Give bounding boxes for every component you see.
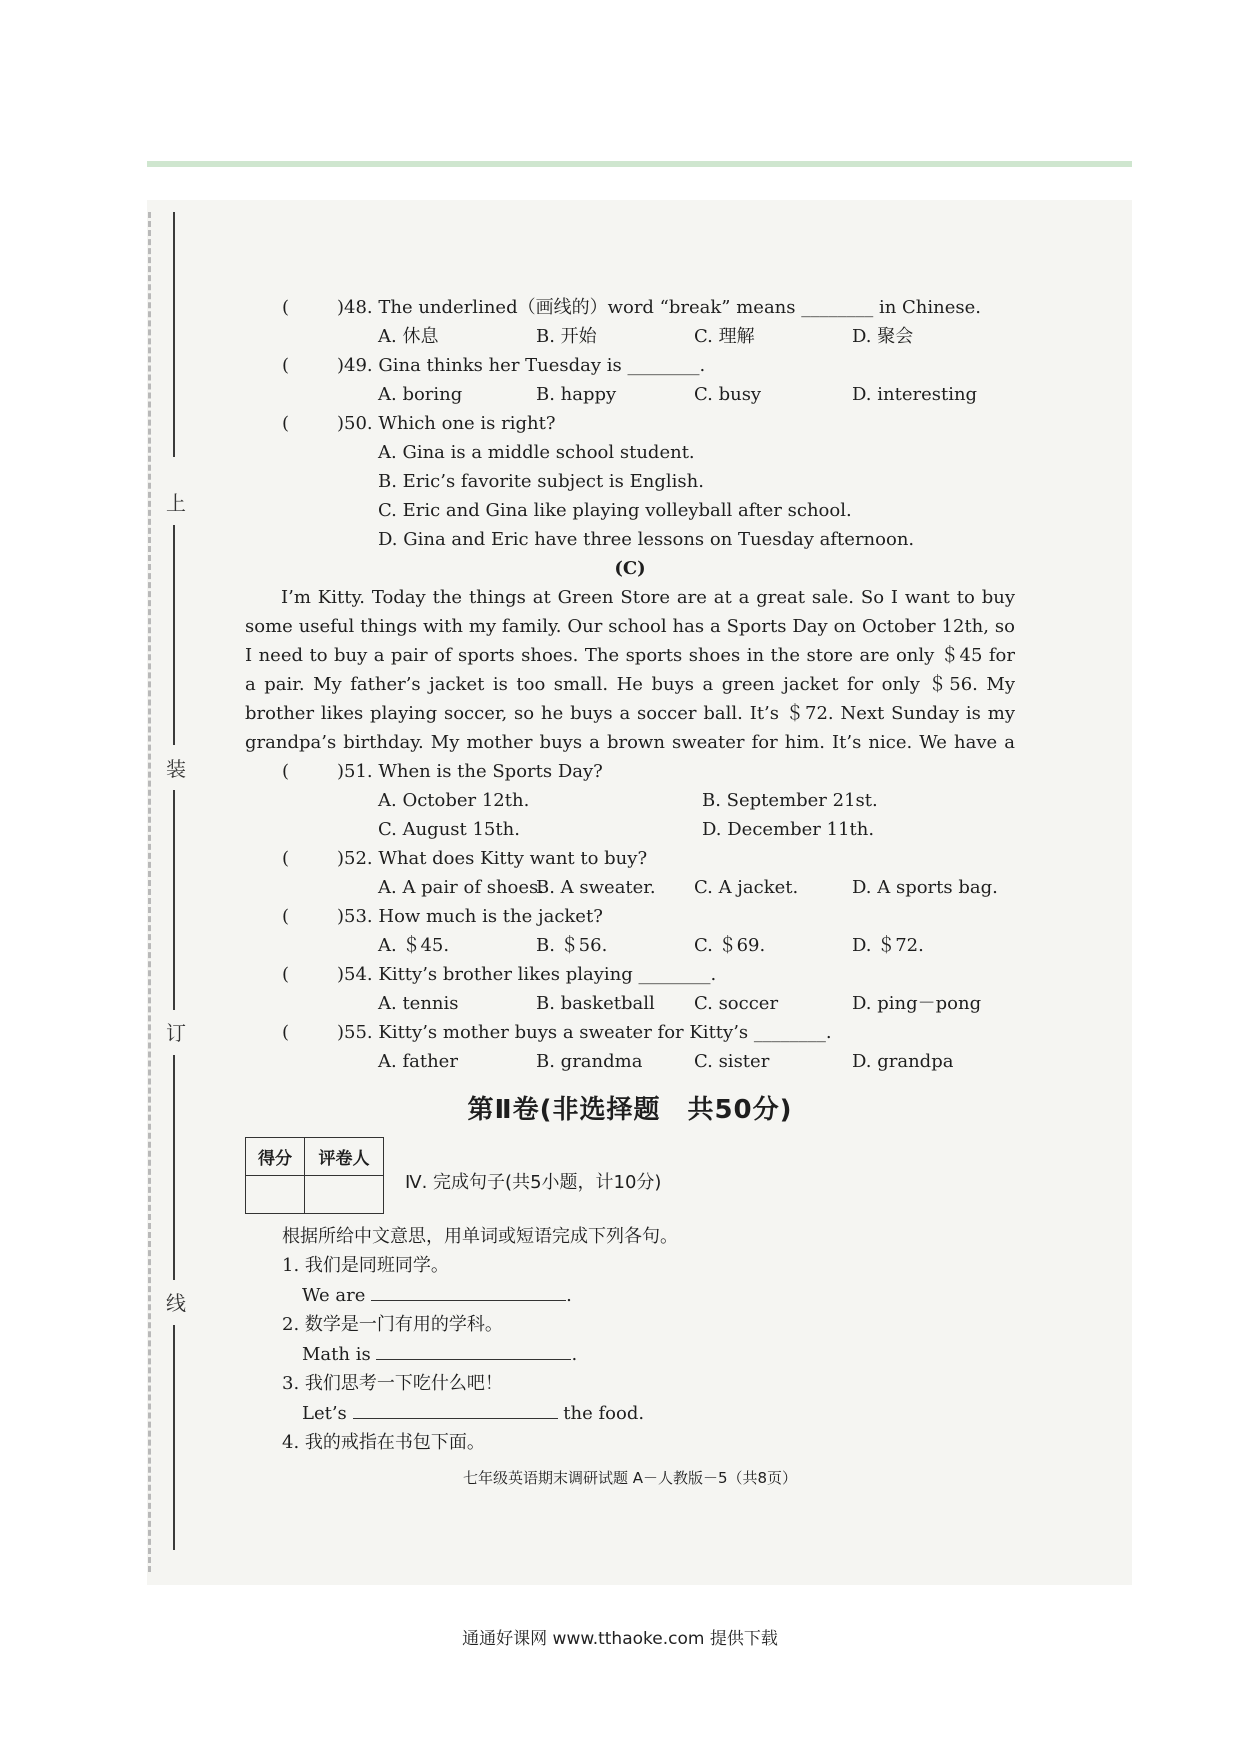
option-a: A. 休息 bbox=[378, 326, 439, 347]
options-52 bbox=[245, 873, 1015, 902]
option-d: D. ping－pong bbox=[852, 993, 982, 1014]
option-c: C. A jacket. bbox=[694, 877, 799, 898]
answer-blank[interactable] bbox=[353, 1398, 558, 1419]
page-footer: 七年级英语期末调研试题 A－人教版－5（共8页） bbox=[462, 1469, 798, 1487]
item-2-cn: 2. 数学是一门有用的学科。 bbox=[282, 1314, 503, 1335]
question-text: )54. Kitty’s brother likes playing ________. bbox=[337, 964, 717, 985]
item-1-cn: 1. 我们是同班同学。 bbox=[282, 1255, 449, 1276]
question-text: )48. The underlined（画线的）word “break” means ________ in Chinese. bbox=[337, 297, 982, 318]
exam-content bbox=[245, 293, 1015, 1076]
answer-bracket[interactable]: ( bbox=[282, 761, 290, 782]
prefix: We are bbox=[302, 1285, 366, 1306]
question-50 bbox=[245, 409, 1015, 438]
option-c: C. August 15th. bbox=[378, 819, 520, 840]
section-title: 第Ⅱ卷(非选择题 共50分) bbox=[467, 1095, 793, 1125]
options-49 bbox=[245, 380, 1015, 409]
option-c: C. busy bbox=[694, 384, 762, 405]
option-a: A. October 12th. bbox=[378, 790, 530, 811]
suffix: . bbox=[566, 1285, 572, 1306]
question-48 bbox=[245, 293, 1015, 322]
option-b: B. happy bbox=[536, 384, 617, 405]
question-49 bbox=[245, 351, 1015, 380]
question-text: )50. Which one is right? bbox=[337, 413, 556, 434]
option-d: D. interesting bbox=[852, 384, 978, 405]
option-b: B. grandma bbox=[536, 1051, 643, 1072]
answer-bracket[interactable]: ( bbox=[282, 413, 290, 434]
options-54 bbox=[245, 989, 1015, 1018]
options-55 bbox=[245, 1047, 1015, 1076]
score-header: 得分 bbox=[246, 1138, 305, 1176]
prefix: Math is bbox=[302, 1344, 371, 1365]
question-51 bbox=[245, 757, 1015, 786]
question-text: )51. When is the Sports Day? bbox=[337, 761, 603, 782]
options-48 bbox=[245, 322, 1015, 351]
question-text: )53. How much is the jacket? bbox=[337, 906, 603, 927]
answer-bracket[interactable]: ( bbox=[282, 848, 290, 869]
grader-cell[interactable] bbox=[305, 1176, 384, 1214]
item-4-cn: 4. 我的戒指在书包下面。 bbox=[282, 1432, 485, 1453]
option-c: C. soccer bbox=[694, 993, 779, 1014]
option-b: B. September 21st. bbox=[702, 790, 878, 811]
option-b: B. Eric’s favorite subject is English. bbox=[378, 471, 704, 492]
gutter-line bbox=[173, 1055, 175, 1280]
score-table bbox=[245, 1137, 384, 1214]
option-d: D. 聚会 bbox=[852, 326, 914, 347]
option-a: A. Gina is a middle school student. bbox=[378, 442, 695, 463]
item-3-cn: 3. 我们思考一下吃什么吧！ bbox=[282, 1373, 503, 1394]
option-c: C. ＄69. bbox=[694, 935, 766, 956]
option-d: D. ＄72. bbox=[852, 935, 924, 956]
suffix: . bbox=[571, 1344, 578, 1365]
option-c: C. Eric and Gina like playing volleyball after school. bbox=[378, 500, 852, 521]
gutter-line bbox=[173, 790, 175, 1010]
option-d: D. grandpa bbox=[852, 1051, 954, 1072]
options-53 bbox=[245, 931, 1015, 960]
gutter-line bbox=[173, 1325, 175, 1550]
option-c: C. sister bbox=[694, 1051, 770, 1072]
question-text: )52. What does Kitty want to buy? bbox=[337, 848, 648, 869]
answer-blank[interactable] bbox=[376, 1339, 571, 1360]
gutter-char-zhuang: 装 bbox=[166, 757, 186, 781]
question-55 bbox=[245, 1018, 1015, 1047]
score-cell[interactable] bbox=[246, 1176, 305, 1214]
option-a: A. ＄45. bbox=[378, 935, 450, 956]
question-text: )49. Gina thinks her Tuesday is ________. bbox=[337, 355, 706, 376]
gutter-line bbox=[173, 525, 175, 745]
option-d: D. A sports bag. bbox=[852, 877, 998, 898]
gutter-line bbox=[173, 212, 175, 457]
gutter-char-ding: 订 bbox=[166, 1021, 186, 1045]
answer-bracket[interactable]: ( bbox=[282, 1022, 290, 1043]
top-rule bbox=[147, 161, 1132, 167]
question-53 bbox=[245, 902, 1015, 931]
part4-title: Ⅳ. 完成句子(共5小题，计10分) bbox=[405, 1172, 662, 1193]
prefix: Let’s bbox=[302, 1403, 347, 1424]
option-a: A. tennis bbox=[378, 993, 459, 1014]
option-a: A. boring bbox=[378, 384, 463, 405]
option-c: C. 理解 bbox=[694, 326, 755, 347]
option-d: D. December 11th. bbox=[702, 819, 875, 840]
answer-bracket[interactable]: ( bbox=[282, 297, 290, 318]
question-52 bbox=[245, 844, 1015, 873]
item-3-en bbox=[282, 1398, 982, 1428]
item-1-en bbox=[282, 1280, 982, 1310]
option-b: B. A sweater. bbox=[536, 877, 656, 898]
option-b: B. 开始 bbox=[536, 326, 597, 347]
passage-c-text: I’m Kitty. Today the things at Green Store are at a great sale. So I want to buy some useful things with my family. Our school has a Sports Day on October 12th, so I need to buy a pair of sports shoes. The sports shoes in the store are only ＄45 for a pair. My father’s jacket is too small. He buys a green jacket for only ＄56. My brother likes playing soccer, so he buys a soccer ball. It’s ＄72. Next Sunday is my grandpa’s birthday. My mother buys a brown sweater for him. It’s nice. We have a bbox=[245, 587, 1015, 753]
option-b: B. ＄56. bbox=[536, 935, 608, 956]
option-a: A. father bbox=[378, 1051, 458, 1072]
instruction: 根据所给中文意思，用单词或短语完成下列各句。 bbox=[282, 1226, 678, 1247]
grader-header: 评卷人 bbox=[305, 1138, 384, 1176]
question-text: )55. Kitty’s mother buys a sweater for Kitty’s ________. bbox=[337, 1022, 832, 1043]
gutter-char-shang: 上 bbox=[166, 491, 186, 515]
gutter-char-xian: 线 bbox=[166, 1291, 186, 1315]
option-b: B. basketball bbox=[536, 993, 655, 1014]
options-51 bbox=[245, 786, 1015, 815]
option-d: D. Gina and Eric have three lessons on Tuesday afternoon. bbox=[378, 529, 915, 550]
question-54 bbox=[245, 960, 1015, 989]
option-a: A. A pair of shoes. bbox=[378, 877, 544, 898]
item-2-en bbox=[282, 1339, 982, 1369]
site-credit: 通通好课网 www.tthaoke.com 提供下载 bbox=[462, 1629, 778, 1649]
answer-blank[interactable] bbox=[371, 1280, 566, 1301]
options-51-cd bbox=[245, 815, 1015, 844]
sentence-completion bbox=[282, 1222, 982, 1457]
answer-bracket[interactable]: ( bbox=[282, 355, 290, 376]
suffix: the food. bbox=[563, 1403, 645, 1424]
answer-bracket[interactable]: ( bbox=[282, 906, 290, 927]
answer-bracket[interactable]: ( bbox=[282, 964, 290, 985]
binding-dashed-line bbox=[148, 212, 151, 1572]
passage-heading: (C) bbox=[614, 558, 646, 579]
